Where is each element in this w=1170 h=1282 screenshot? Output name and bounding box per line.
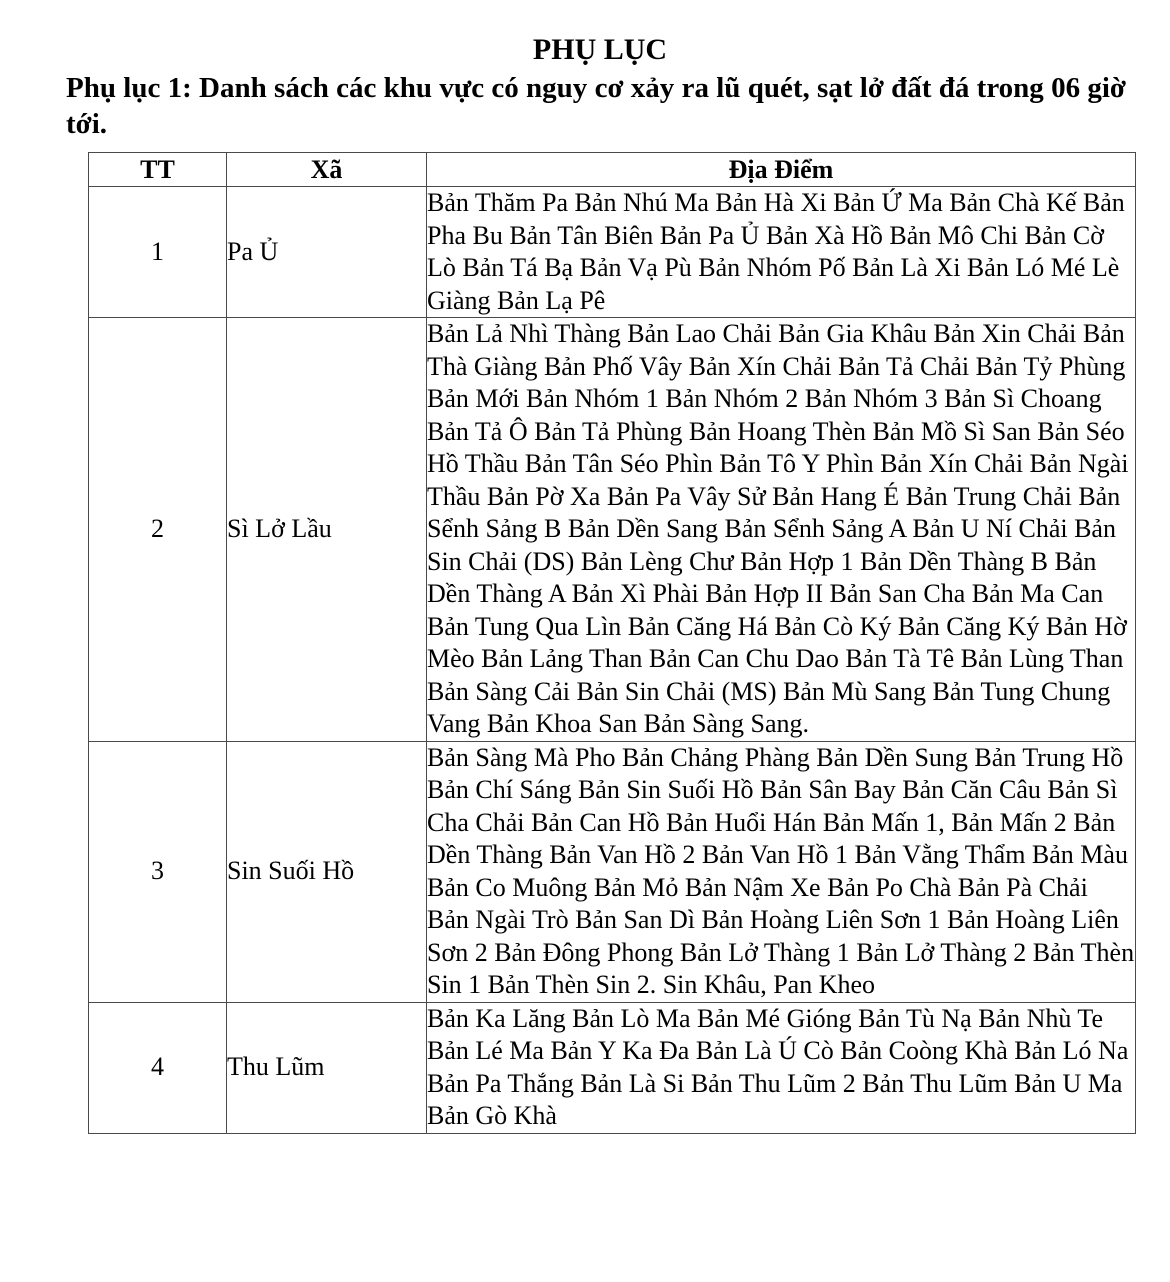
table-row xyxy=(89,741,1136,1002)
document-heading: PHỤ LỤC xyxy=(532,33,668,66)
row-number: 4 xyxy=(89,1002,227,1133)
commune-name: Sì Lở Lầu xyxy=(227,318,427,742)
table-row xyxy=(89,187,1136,318)
header-xa: Xã xyxy=(227,153,427,187)
table-header-row xyxy=(89,153,1136,187)
row-number: 1 xyxy=(89,187,227,318)
locations-list: Bản Lả Nhì Thàng Bản Lao Chải Bản Gia Khâu Bản Xin Chải Bản Thà Giàng Bản Phố Vây Bản Xín Chải Bản Tả Chải Bản Tỷ Phùng Bản Mới Bản Nhóm 1 Bản Nhóm 2 Bản Nhóm 3 Bản Sì Choang Bản Tả Ô Bản Tả Phùng Bản Hoang Thèn Bản Mồ Sì San Bản Séo Hồ Thầu Bản Tân Séo Phìn Bản Tô Y Phìn Bản Xín Chải Bản Ngài Thầu Bản Pờ Xa Bản Pa Vây Sử Bản Hang É Bản Trung Chải Bản Sểnh Sảng B Bản Dền Sang Bản Sểnh Sảng A Bản U Ní Chải Bản Sin Chải (DS) Bản Lèng Chư Bản Hợp 1 Bản Dền Thàng B Bản Dền Thàng A Bản Xì Phài Bản Hợp II Bản San Cha Bản Ma Can Bản Tung Qua Lìn Bản Căng Há Bản Cò Ký Bản Căng Ký Bản Hờ Mèo Bản Lảng Than Bản Can Chu Dao Bản Tà Tê Bản Lùng Than Bản Sàng Cải Bản Sin Chải (MS) Bản Mù Sang Bản Tung Chung Vang Bản Khoa San Bản Sàng Sang. xyxy=(427,318,1136,742)
document-subtitle: Phụ lục 1: Danh sách các khu vực có nguy cơ xảy ra lũ quét, sạt lở đất đá trong 06 giờ tới. xyxy=(66,72,1126,140)
locations-list: Bản Ka Lăng Bản Lò Ma Bản Mé Gióng Bản Tù Nạ Bản Nhù Te Bản Lé Ma Bản Y Ka Đa Bản Là Ú Cò Bản Coòng Khà Bản Ló Na Bản Pa Thắng Bản Là Si Bản Thu Lũm 2 Bản Thu Lũm Bản U Ma Bản Gò Khà xyxy=(427,1002,1136,1133)
row-number: 2 xyxy=(89,318,227,742)
locations-list: Bản Thăm Pa Bản Nhú Ma Bản Hà Xi Bản Ứ Ma Bản Chà Kế Bản Pha Bu Bản Tân Biên Bản Pa Ủ Bản Xà Hồ Bản Mô Chi Bản Cờ Lò Bản Tá Bạ Bản Vạ Pù Bản Nhóm Pố Bản Là Xi Bản Ló Mé Lè Giàng Bản Lạ Pê xyxy=(427,187,1136,318)
risk-area-table xyxy=(88,152,1136,1134)
commune-name: Sin Suối Hồ xyxy=(227,741,427,1002)
table-row xyxy=(89,1002,1136,1133)
commune-name: Thu Lũm xyxy=(227,1002,427,1133)
locations-list: Bản Sàng Mà Pho Bản Chảng Phàng Bản Dền Sung Bản Trung Hồ Bản Chí Sáng Bản Sin Suối Hồ Bản Sân Bay Bản Căn Câu Bản Sì Cha Chải Bản Can Hồ Bản Huổi Hán Bản Mấn 1, Bản Mấn 2 Bản Dền Thàng Bản Van Hồ 2 Bản Van Hồ 1 Bản Vằng Thẩm Bản Màu Bản Co Muông Bản Mỏ Bản Nậm Xe Bản Po Chà Bản Pà Chải Bản Ngài Trò Bản San Dì Bản Hoàng Liên Sơn 1 Bản Hoàng Liên Sơn 2 Bản Đông Phong Bản Lở Thàng 1 Bản Lở Thàng 2 Bản Thèn Sin 1 Bản Thèn Sin 2. Sin Khâu, Pan Kheo xyxy=(427,741,1136,1002)
row-number: 3 xyxy=(89,741,227,1002)
commune-name: Pa Ủ xyxy=(227,187,427,318)
table-row xyxy=(89,318,1136,742)
header-dia-diem: Địa Điểm xyxy=(427,153,1136,187)
header-tt: TT xyxy=(89,153,227,187)
